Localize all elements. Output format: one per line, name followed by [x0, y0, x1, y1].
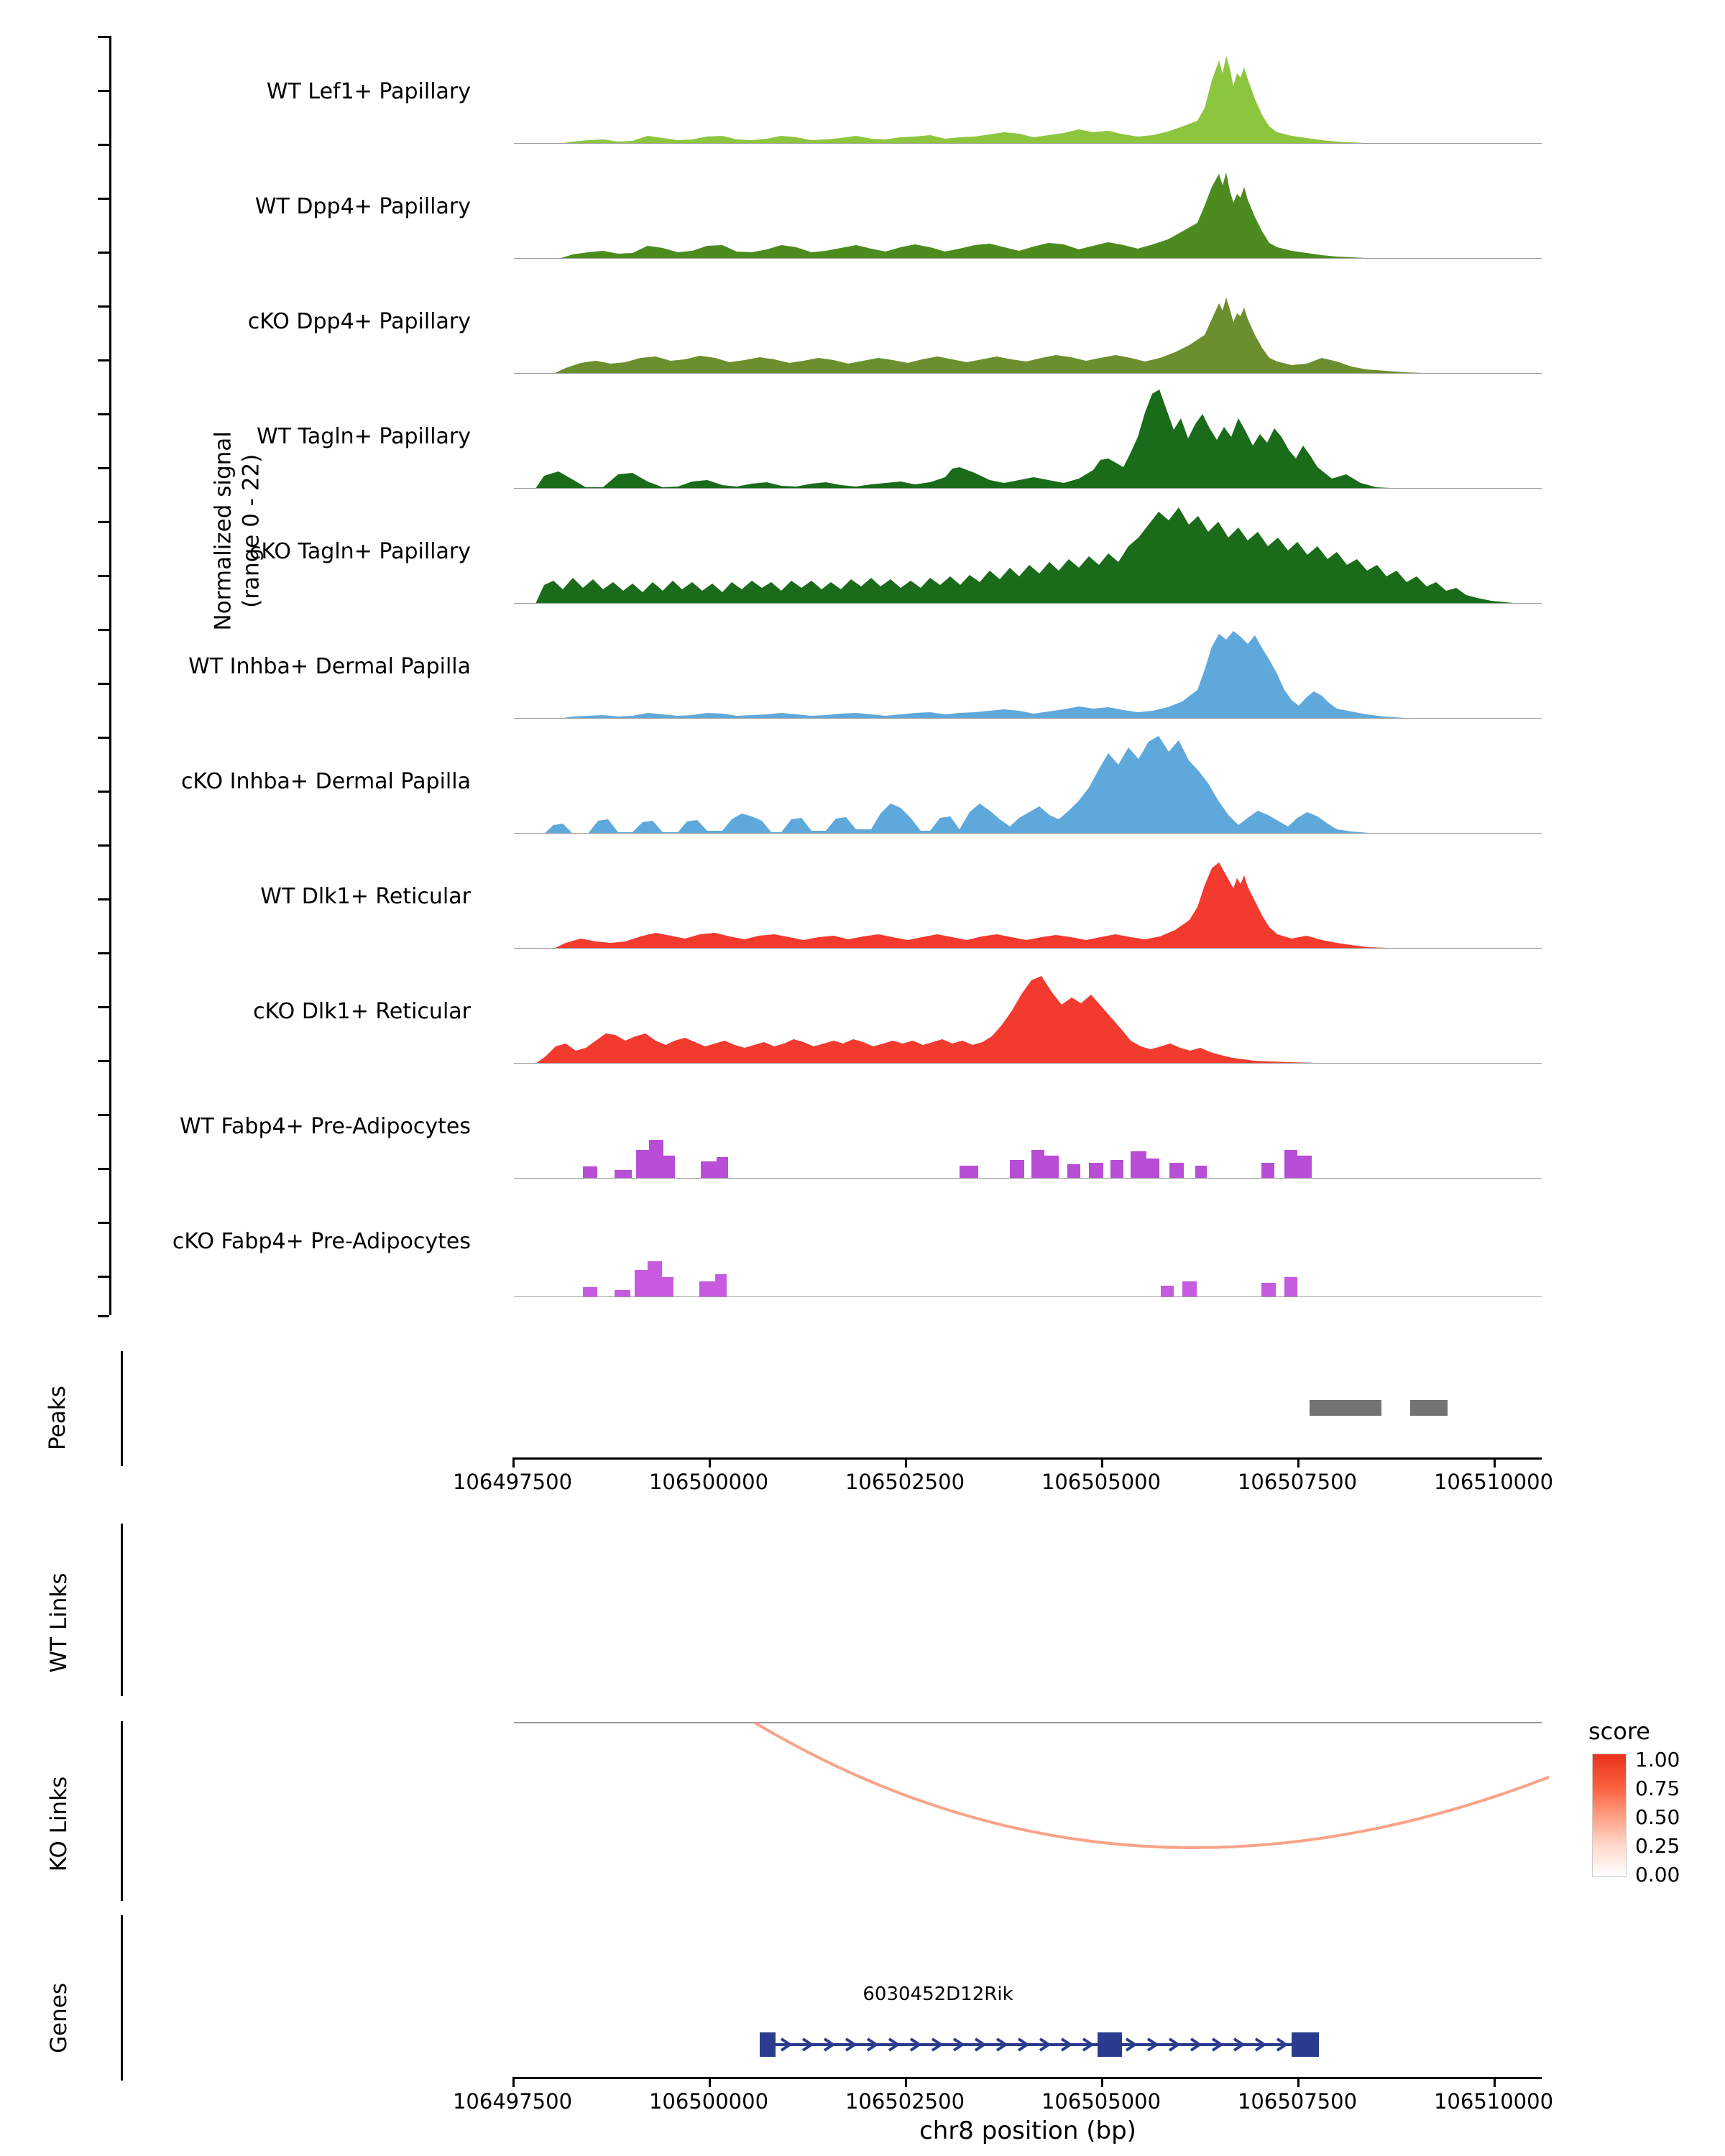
x-tick-label-top-5: 106510000: [1433, 1470, 1554, 1494]
x-axis-line-top: [514, 1457, 1542, 1460]
x-tick-label-top-3: 106505000: [1041, 1470, 1162, 1494]
wt-links-panel-label: WT Links: [46, 1572, 72, 1673]
peaks-panel-spine: [121, 1351, 123, 1466]
track-label-cko-inhba-dermal-papilla: cKO Inhba+ Dermal Papilla: [180, 769, 471, 794]
track-label-wt-fabp4-pre-adipocytes: WT Fabp4+ Pre-Adipocytes: [180, 1114, 471, 1139]
track-label-cko-tagln-papillary: cKO Tagln+ Papillary: [249, 539, 471, 564]
x-axis-line-bottom: [514, 2077, 1542, 2079]
track-cko-tagln-papillary: [514, 496, 1542, 604]
y-axis-label: [209, 315, 265, 747]
peaks-panel-label: Peaks: [45, 1386, 70, 1450]
x-tick-label-top-1: 106500000: [648, 1470, 769, 1494]
y-axis-label-line2: (range 0 - 22): [238, 453, 264, 608]
track-wt-dpp4-papillary: [514, 151, 1542, 259]
x-tick-label-bottom-0: 106497500: [452, 2089, 573, 2114]
legend-tick-2: 0.75: [1635, 1777, 1680, 1800]
track-label-wt-dlk1-reticular: WT Dlk1+ Reticular: [260, 884, 471, 909]
track-wt-lef1-papillary: [514, 36, 1542, 144]
gene-model-track[interactable]: [514, 2012, 1542, 2077]
track-label-cko-dlk1-reticular: cKO Dlk1+ Reticular: [253, 999, 471, 1024]
wt-links-panel-spine: [121, 1524, 123, 1696]
legend-tick-4: 0.25: [1635, 1834, 1680, 1858]
x-tick-label-bottom-4: 106507500: [1237, 2089, 1358, 2114]
track-label-wt-inhba-dermal-papilla: WT Inhba+ Dermal Papilla: [188, 654, 471, 679]
track-cko-fabp4-pre-adipocytes: [514, 1189, 1542, 1297]
x-axis-title: chr8 position (bp): [919, 2116, 1136, 2145]
legend-tick-3: 0.50: [1635, 1805, 1680, 1829]
track-label-cko-fabp4-pre-adipocytes: cKO Fabp4+ Pre-Adipocytes: [172, 1229, 471, 1254]
track-cko-inhba-dermal-papilla: [514, 726, 1542, 834]
x-tick-label-bottom-5: 106510000: [1433, 2089, 1554, 2114]
track-label-wt-lef1-papillary: WT Lef1+ Papillary: [266, 79, 471, 104]
genes-panel-label: Genes: [46, 1983, 72, 2053]
legend-title: score: [1588, 1718, 1650, 1745]
wt-links-track: [514, 1524, 1542, 1696]
legend-gradient-bar: [1592, 1754, 1627, 1877]
track-label-wt-dpp4-papillary: WT Dpp4+ Papillary: [254, 194, 471, 219]
peaks-track: [514, 1351, 1542, 1466]
y-axis-label-line1: Normalized signal: [210, 431, 236, 631]
x-tick-label-bottom-3: 106505000: [1041, 2089, 1162, 2114]
track-wt-fabp4-pre-adipocytes: [514, 1071, 1542, 1179]
track-label-cko-dpp4-papillary: cKO Dpp4+ Papillary: [247, 309, 471, 334]
genes-panel-spine: [121, 1915, 123, 2081]
x-tick-label-top-0: 106497500: [452, 1470, 573, 1494]
ko-links-track: [507, 1714, 1549, 1901]
track-wt-inhba-dermal-papilla: [514, 611, 1542, 719]
legend-tick-5: 0.00: [1635, 1863, 1680, 1886]
track-label-wt-tagln-papillary: WT Tagln+ Papillary: [257, 424, 471, 449]
x-tick-label-bottom-1: 106500000: [648, 2089, 769, 2114]
track-wt-tagln-papillary: [514, 381, 1542, 489]
ko-links-panel-spine: [121, 1721, 123, 1901]
x-tick-label-top-2: 106502500: [845, 1470, 965, 1494]
x-tick-label-bottom-2: 106502500: [845, 2089, 965, 2114]
track-cko-dpp4-papillary: [514, 266, 1542, 374]
legend-tick-1: 1.00: [1635, 1748, 1680, 1772]
track-wt-dlk1-reticular: [514, 841, 1542, 949]
track-cko-dlk1-reticular: [514, 956, 1542, 1064]
x-tick-label-top-4: 106507500: [1237, 1470, 1358, 1494]
peak-region-2: [1410, 1400, 1448, 1416]
ko-links-panel-label: KO Links: [46, 1776, 72, 1872]
peak-region-1: [1310, 1400, 1381, 1416]
gene-name-label: 6030452D12Rik: [862, 1984, 1013, 2005]
